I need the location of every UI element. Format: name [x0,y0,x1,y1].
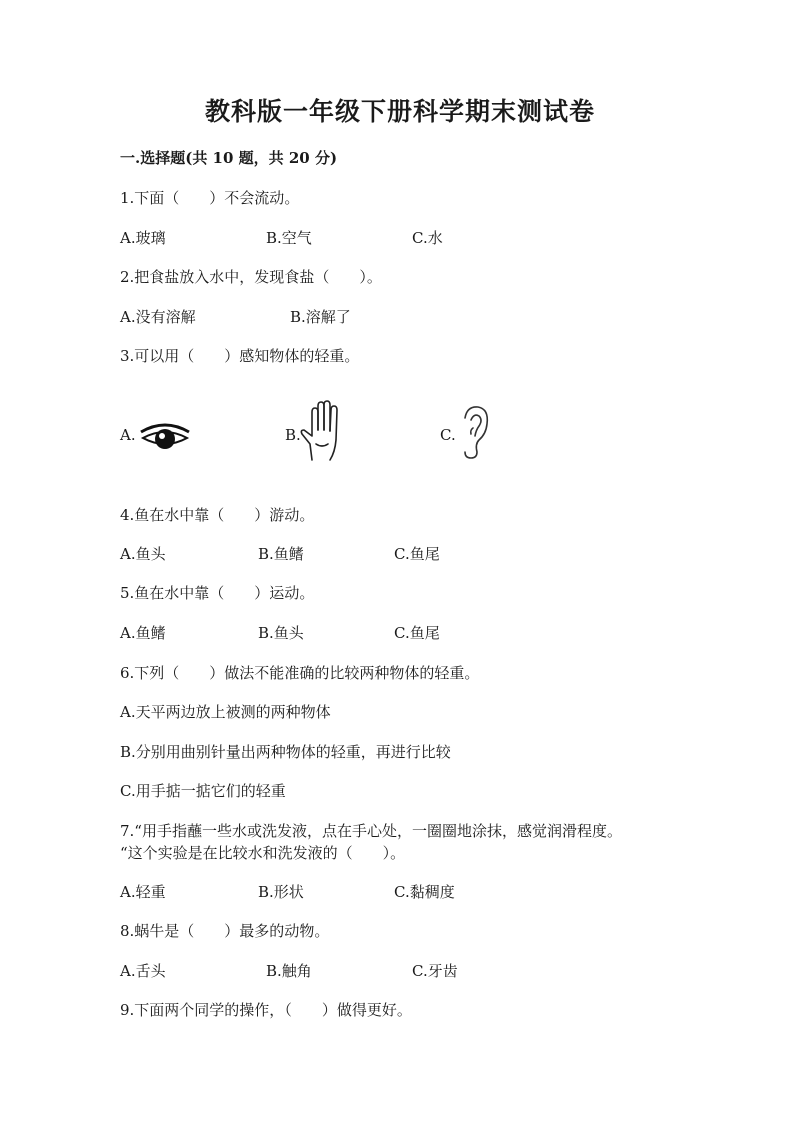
q4-option-b: B.鱼鳍 [258,545,304,563]
q1-option-c: C.水 [412,229,443,247]
q4-option-a: A.鱼头 [120,545,166,563]
section-heading: 一.选择题(共 10 题，共 20 分) [120,149,338,167]
q2-option-a: A.没有溶解 [120,308,196,326]
question-3: 3.可以用（ ）感知物体的轻重。 [120,347,360,365]
question-9: 9.下面两个同学的操作，（ ）做得更好。 [120,1001,412,1019]
eye-icon [138,418,192,458]
q5-option-a: A.鱼鳍 [120,624,166,642]
question-2: 2.把食盐放入水中，发现食盐（ ）。 [120,268,382,286]
question-7-continued: “这个实验是在比较水和洗发液的（ ）。 [120,844,406,862]
q8-option-a: A.舌头 [120,962,166,980]
q6-option-a: A.天平两边放上被测的两种物体 [120,703,331,721]
question-7: 7.“用手指蘸一些水或洗发液，点在手心处，一圈圈地涂抹，感觉润滑程度。 [120,822,622,840]
q2-option-b: B.溶解了 [290,308,351,326]
question-6: 6.下列（ ）做法不能准确的比较两种物体的轻重。 [120,664,480,682]
q6-option-c: C.用手掂一掂它们的轻重 [120,782,286,800]
q1-option-b: B.空气 [266,229,312,247]
q5-option-c: C.鱼尾 [394,624,440,642]
question-4: 4.鱼在水中靠（ ）游动。 [120,506,315,524]
q6-option-b: B.分别用曲别针量出两种物体的轻重，再进行比较 [120,743,451,761]
q7-option-c: C.黏稠度 [394,883,455,901]
q5-option-b: B.鱼头 [258,624,304,642]
q8-option-b: B.触角 [266,962,312,980]
page-title: 教科版一年级下册科学期末测试卷 [204,97,595,126]
q8-option-c: C.牙齿 [412,962,458,980]
hand-icon [298,400,348,462]
q3-option-b: B. [285,426,301,444]
q1-option-a: A.玻璃 [120,229,166,247]
q4-option-c: C.鱼尾 [394,545,440,563]
ear-icon [457,404,491,460]
q3-option-a: A. [120,426,136,444]
q3-option-c: C. [440,426,456,444]
question-5: 5.鱼在水中靠（ ）运动。 [120,584,315,602]
q7-option-a: A.轻重 [120,883,166,901]
question-8: 8.蜗牛是（ ）最多的动物。 [120,922,330,940]
question-1: 1.下面（ ）不会流动。 [120,189,300,207]
q7-option-b: B.形状 [258,883,304,901]
